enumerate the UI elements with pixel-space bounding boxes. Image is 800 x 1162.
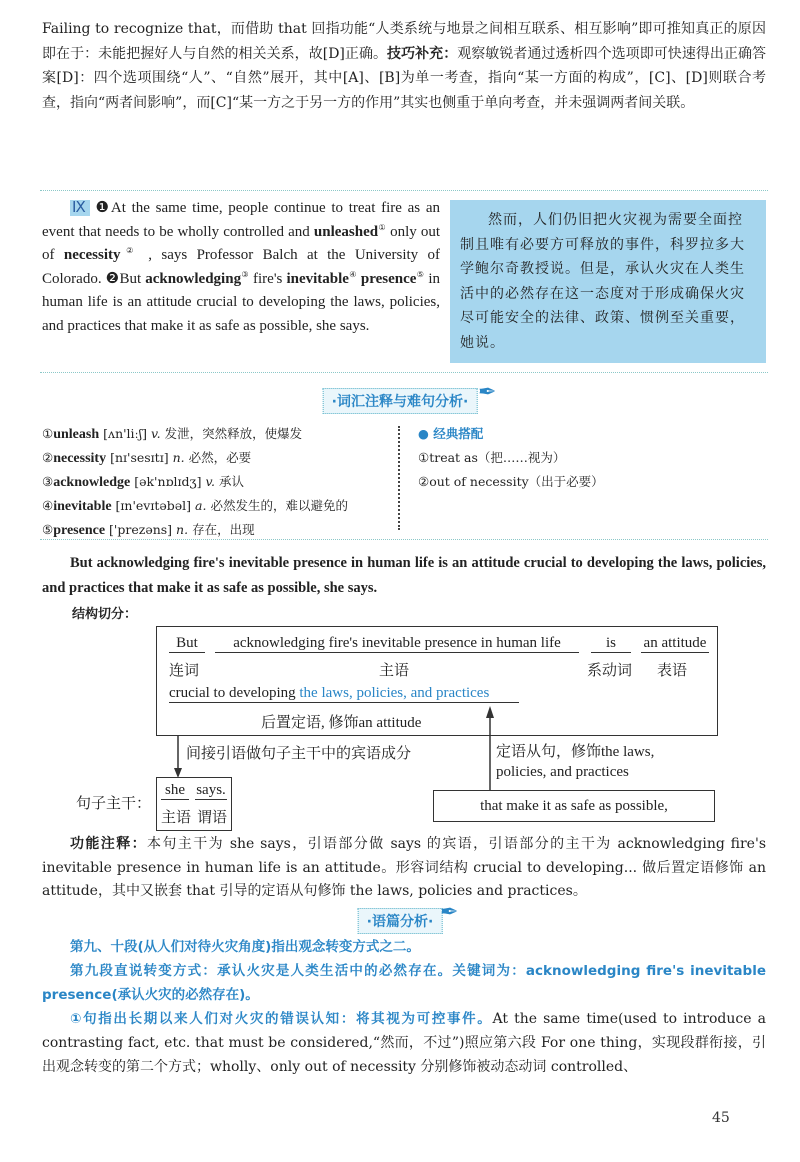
role-label: 系动词 <box>587 663 633 679</box>
structure-label: 结构切分： <box>72 607 138 622</box>
diagram-she: she <box>161 782 189 800</box>
vocab-def: 存在，出现 <box>192 522 255 537</box>
vocab-pos: v. <box>151 426 161 441</box>
passage-text: fire's <box>248 270 287 287</box>
discourse-highlight: ①句指出长期以来人们对火灾的错误认知：将其视为可控事件。 <box>70 1011 493 1027</box>
collocation-item: ①treat as（把……视为） <box>418 450 566 465</box>
vocab-word: unleashed <box>313 223 379 240</box>
passage-text: only out of <box>42 223 441 263</box>
vocab-num: ③ <box>42 474 54 489</box>
vocab-num: ② <box>42 450 54 465</box>
vocab-word: acknowledging <box>145 270 242 287</box>
vocab-ipa: ['prezəns] <box>109 522 173 537</box>
role-label: 连词 <box>169 663 200 679</box>
vocab-word: presence <box>360 270 417 287</box>
vocab-word: inevitable <box>286 270 349 287</box>
vocab-word: acknowledge <box>53 475 131 490</box>
main-clause-label: 句子主干： <box>76 796 152 812</box>
discourse-section-header: ·语篇分析· <box>358 908 443 934</box>
vocab-word: presence <box>53 523 106 538</box>
vocab-ref: ① <box>378 222 386 232</box>
vocab-def: 必然，必要 <box>188 450 252 465</box>
vocab-pos: a. <box>195 498 207 513</box>
vocab-ref: ⑤ <box>416 269 425 279</box>
vocab-num: ⑤ <box>42 522 54 537</box>
vocab-def: 必然发生的，难以避免的 <box>210 498 348 513</box>
paragraph-marker: Ⅸ <box>72 200 88 216</box>
bullet-icon: ● <box>418 426 429 441</box>
vocab-section-header: ·词汇注释与难句分析· <box>323 388 478 414</box>
passage-text: But <box>119 270 146 287</box>
vocab-word: inevitable <box>53 499 112 514</box>
vocab-ipa: [nɪ'sesɪtɪ] <box>110 450 169 465</box>
role-label: 谓语 <box>197 810 228 826</box>
arrowhead <box>486 706 494 718</box>
sentence-number: ❷ <box>105 270 120 287</box>
vocab-pos: n. <box>172 450 185 465</box>
collocations-title-text: 经典搭配 <box>433 426 484 441</box>
vocab-ref: ② <box>120 246 139 255</box>
modifier-object: the laws, policies, and practices <box>299 685 490 701</box>
vocab-word: necessity <box>53 451 107 466</box>
tip-text: 观察敏锐者通过透析四个选项即可快速得出正确答案[D]：四个选项围绕“人”、“自然”展开，其中[A]、[B]为单一考查，指向“某一方面的构成”，[C]、[D]则联合考查，指向“两者间影响”，而[C]“某一方之于另一方的作用”其实也侧重于单向考查，并未强调两者间关联。 <box>42 45 767 111</box>
vocab-def: 承认 <box>219 474 245 489</box>
discourse-line: 第九、十段(从人们对待火灾角度)指出观念转变方式之二。 <box>70 939 420 955</box>
vocab-def: 发泄，突然释放，使爆发 <box>164 426 303 441</box>
explanation-text: Failing to recognize that，而借助 that 回指功能“人类系统与地景之间相互联系、相互影响”即可推知真正的原因即在于：未能把握好人与自然的相关关系，故[D]正确。 <box>42 21 766 62</box>
discourse-analysis <box>42 935 766 1079</box>
passage-text: At the same time, people continue to treat fire as an event that needs to be wholly controlled and <box>42 200 440 240</box>
role-label: 表语 <box>657 663 688 679</box>
vocab-pos: v. <box>205 474 216 489</box>
diagram-predicative: an attitude <box>641 635 709 653</box>
translation-box: 然而，人们仍旧把火灾视为需要全面控制且唯有必要方可释放的事件，科罗拉多大学鲍尔奇教授说。但是，承认火灾在人类生活中的必然存在这一态度对于形成确保火灾尽可能安全的法律、政策、惯例至关重要，她说。 <box>450 200 766 363</box>
function-note-label: 功能注释： <box>70 836 147 852</box>
vocab-pos: n. <box>176 522 189 537</box>
diagram-but: But <box>169 635 205 653</box>
function-note <box>42 833 766 904</box>
vocab-word: necessity <box>63 247 121 263</box>
analyzed-sentence: But acknowledging fire's inevitable presence in human life is an attitude crucial to developing the laws, policies, and practices that make it as safe as possible, she says. <box>42 555 766 596</box>
diagram-is: is <box>591 635 631 653</box>
vocab-ref: ③ <box>241 269 249 279</box>
vocab-ref: ④ <box>348 269 357 279</box>
page-number: 45 <box>712 1110 730 1126</box>
vocab-ipa: [ʌn'liːʃ] <box>103 426 148 441</box>
quill-icon: ✒ <box>440 900 459 925</box>
tip-label: 技巧补充： <box>387 45 458 62</box>
vocab-num: ① <box>42 426 54 441</box>
modifier-text: crucial to developing <box>169 685 300 701</box>
main-clause-box <box>156 777 232 831</box>
vocab-word: unleash <box>53 427 100 442</box>
passage-text: , says Professor Balch at the University of Colorado. <box>42 247 441 287</box>
vocab-num: ④ <box>42 498 54 513</box>
arrow-note: 定语从句，修饰the laws, policies, and practices <box>496 744 655 780</box>
relative-clause-box: that make it as safe as possible, <box>433 790 715 822</box>
sentence-number: ❶ <box>95 200 111 216</box>
role-label: 后置定语, 修饰an attitude <box>261 715 422 731</box>
role-label: 主语 <box>379 663 410 679</box>
discourse-line <box>42 1007 766 1079</box>
diagram-subject: acknowledging fire's inevitable presence in human life <box>215 635 579 653</box>
quill-icon: ✒ <box>478 380 497 405</box>
function-note-text: 本句主干为 she says，引语部分做 says 的宾语，引语部分的主干为 acknowledging fire's inevitable presence in human life is an attitude。形容词结构 crucial to developing... 做后置定语修饰 an attitude，其中又嵌套 that 引导的定语从句修饰 the laws, policies and practices。 <box>42 836 767 899</box>
vocab-ipa: [ɪn'evɪtəbəl] <box>115 498 192 513</box>
passage-text: in human life is an attitude crucial to developing the laws, policies, and practices that make it as safe as possible, she says. <box>42 270 441 334</box>
discourse-text: At the same time(used to introduce a contrasting fact, etc. that must be considered,“然而，不过”)照应第六段 For one thing，实现段群衔接，引出观念转变的第二个方式；wholly、only out of necessity 分别修饰被动态动词 controlled、 <box>42 1011 766 1075</box>
role-label: 主语 <box>161 810 192 826</box>
vocab-ipa: [ək'nɒlɪdʒ] <box>134 474 202 489</box>
diagram-says: says. <box>196 782 226 798</box>
collocation-item: ②out of necessity（出于必要） <box>418 474 604 489</box>
arrow-note: 间接引语做句子主干中的宾语成分 <box>186 746 412 762</box>
discourse-line: 第九段直说转变方式：承认火灾是人类生活中的必然存在。关键词为：acknowledging fire's inevitable presence(承认火灾的必然存在)。 <box>42 963 766 1003</box>
